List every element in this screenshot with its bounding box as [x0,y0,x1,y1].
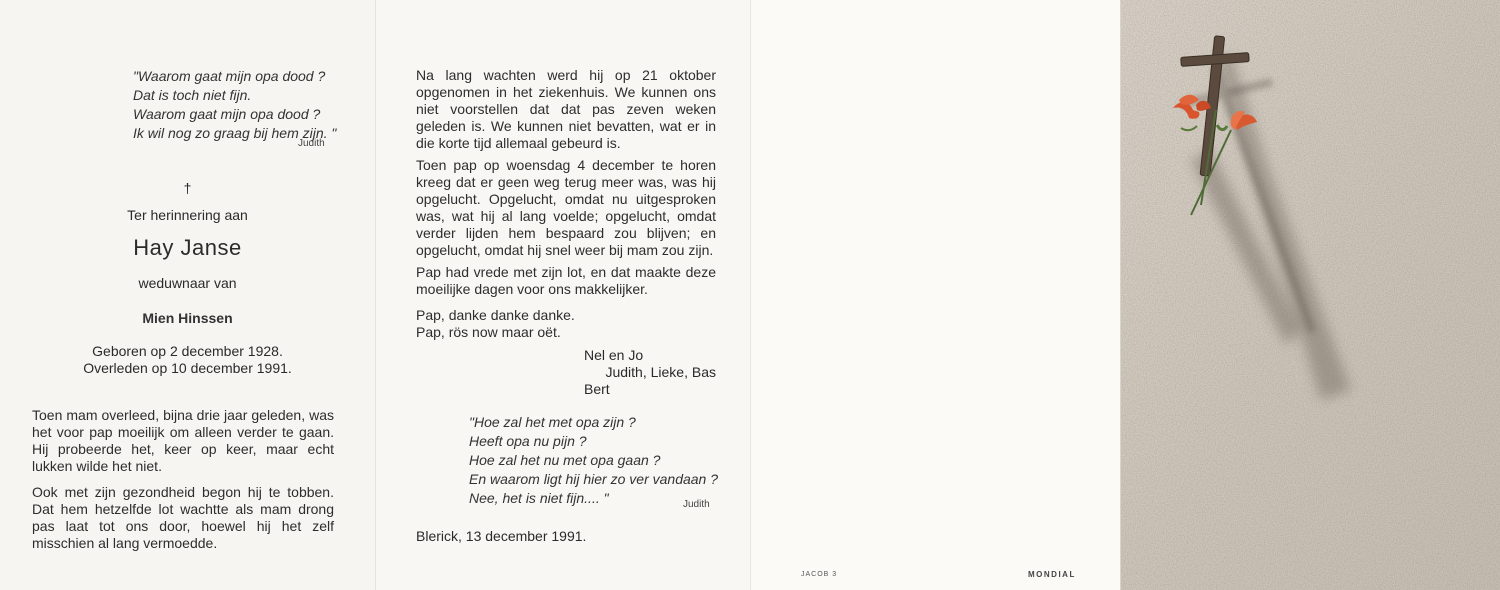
middle-panel [375,0,751,590]
birth-date: Geboren op 2 december 1928. [92,343,283,359]
cross-symbol: † [183,180,192,196]
publisher-brand: MONDIAL [1028,570,1076,579]
poem-line: Hoe zal het nu met opa gaan ? [469,452,661,468]
back-panel [750,0,1121,590]
paragraph: Pap, danke danke danke. Pap, rös now maar oët. [416,307,575,340]
family-line: Nel en Jo [584,347,644,363]
poem-line: Ik wil nog zo graag bij hem zijn. " [133,125,337,141]
photo-panel [1120,0,1500,590]
cross-with-flowers-icon [1121,0,1500,590]
left-panel [0,0,375,590]
opening-poem [133,67,353,143]
widower-text: weduwnaar van [138,275,237,291]
paragraph: Toen mam overleed, bijna drie jaar geleden, was het voor pap moeilijk om alleen verder te gaan. Hij probeerde het, keer op keer, maar echt lukken wilde het niet. [32,407,334,474]
poem-author: Judith [298,138,325,149]
poem-line: Dat is toch niet fijn. [133,87,252,103]
poem-line: En waarom ligt hij hier zo ver vandaan ? [469,471,719,487]
poem-line: Nee, het is niet fijn.... " [469,490,609,506]
poem-line: Waarom gaat mijn opa dood ? [133,106,321,122]
family-line: Judith, Lieke, Bas [605,364,716,380]
paragraph: Toen pap op woensdag 4 december te horen kreeg dat er geen weg terug meer was, was hij opgelucht. Opgelucht, omdat nu uitgesproken was, wat hij al lang voelde; opgelucht, omdat verder lijden hem bespaard zou blijven; en opgelucht, omdat hij snel weer bij mam zou zijn. [416,157,716,258]
spouse-name: Mien Hinssen [142,310,233,326]
paragraph: Na lang wachten werd hij op 21 oktober opgenomen in het ziekenhuis. We kunnen ons niet voorstellen dat dat pas zeven weken geleden is. We kunnen niet bevatten, wat er in die korte tijd allemaal gebeurd is. [416,67,716,151]
closing-poem [469,413,729,508]
paragraph: Ook met zijn gezondheid begon hij te tobben. Dat hem hetzelfde lot wachtte als mam drong pas laat tot ons door, hoewel hij het zelf misschien al lang vermoedde. [32,484,334,551]
place-date: Blerick, 13 december 1991. [416,528,587,544]
print-code: JACOB 3 [801,571,838,578]
deceased-name: Hay Janse [133,235,242,260]
poem-author: Judith [683,499,710,510]
intro-text: Ter herinnering aan [127,207,248,223]
death-date: Overleden op 10 december 1991. [83,360,292,376]
poem-line: "Hoe zal het met opa zijn ? [469,414,636,430]
poem-line: Heeft opa nu pijn ? [469,433,587,449]
family-signature [584,347,716,398]
family-line: Bert [584,381,610,397]
paragraph: Pap had vrede met zijn lot, en dat maakte deze moeilijke dagen voor ons makkelijker. [416,264,716,297]
poem-line: "Waarom gaat mijn opa dood ? [133,68,326,84]
